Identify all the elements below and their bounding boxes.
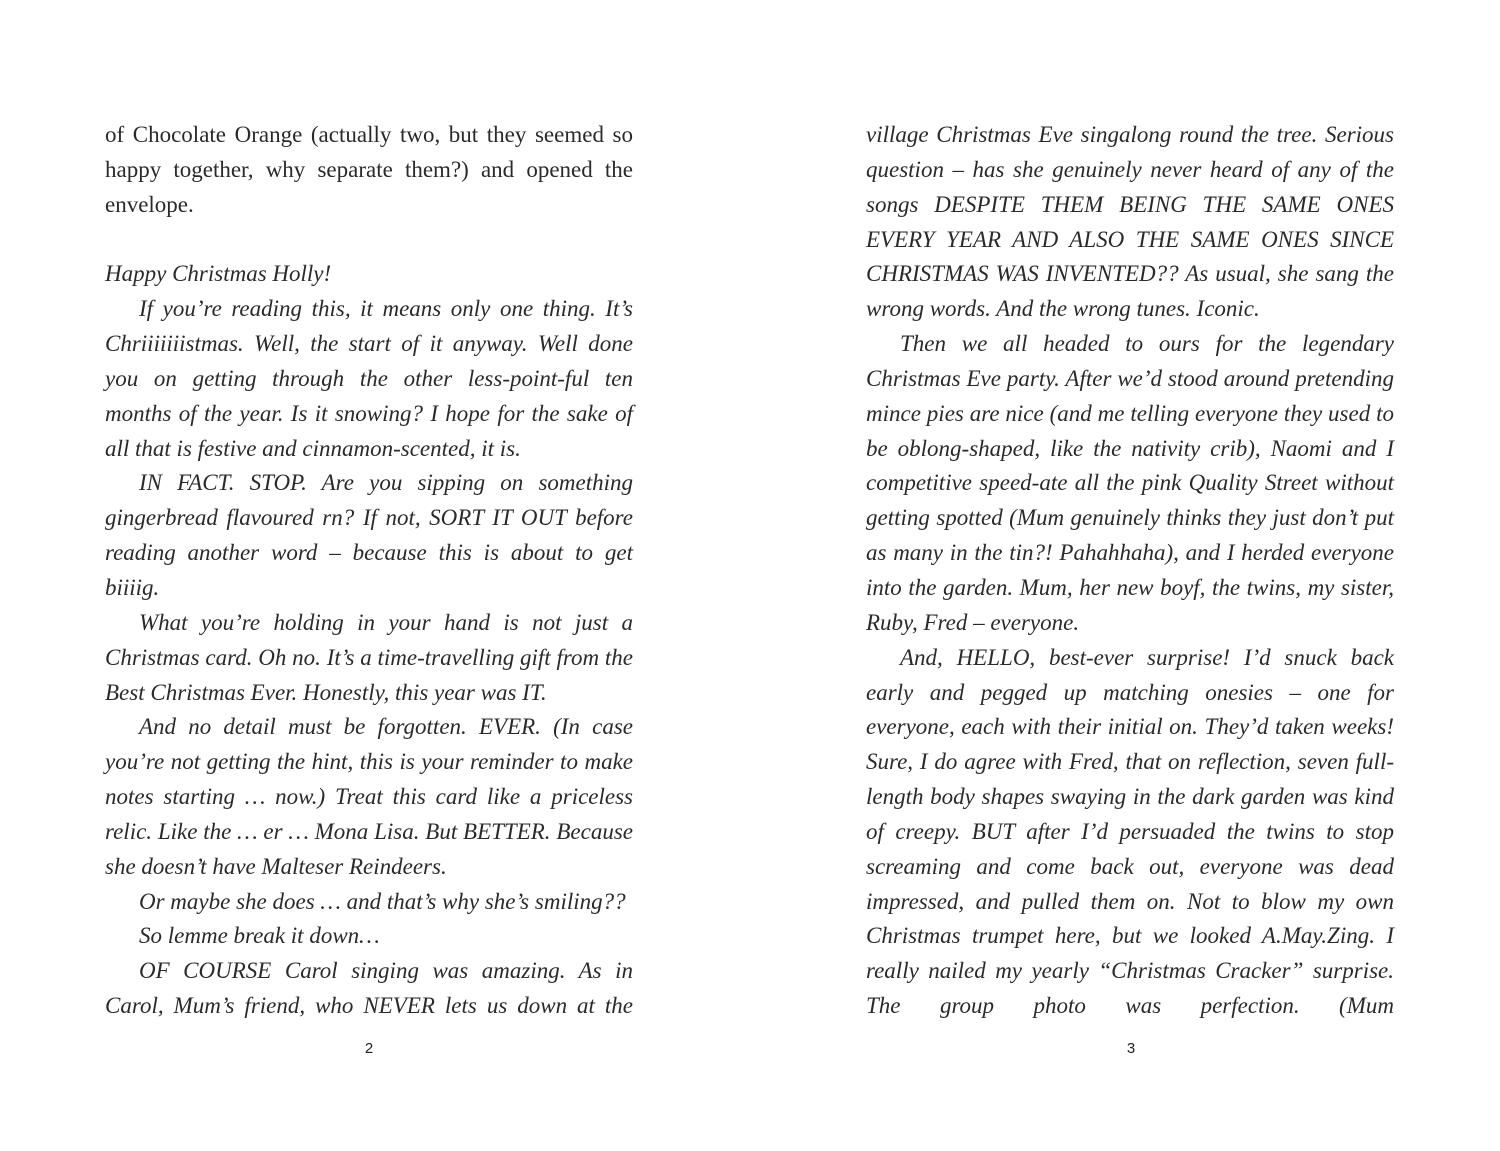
left-page	[105, 118, 633, 1018]
letter-paragraph: OF COURSE Carol singing was amazing. As in Carol, Mum’s friend, who NEVER lets us down at the	[105, 958, 633, 1019]
letter-greeting: Happy Christmas Holly!	[105, 261, 332, 287]
paragraph-gap	[105, 223, 633, 258]
letter-paragraph: Or maybe she does … and that’s why she’s smiling??	[139, 888, 626, 914]
right-page	[866, 118, 1394, 1018]
letter-paragraph: And, HELLO, best-ever surprise! I’d snuck back early and pegged up matching onesies – one for everyone, each with their initial on. They’d taken weeks! Sure, I do agree with Fred, that on reflection, seven full-length body shapes swaying in the dark garden was kind of creepy. BUT after I’d persuaded the twins to stop screaming and come back out, everyone was dead impressed, and pulled them on. Not to blow my own Christmas trumpet here, but we looked A.May.Zing. I really nailed my yearly “Christmas Cracker” surprise. The group photo was perfection. (Mum	[866, 644, 1394, 1019]
letter-paragraph: Then we all headed to ours for the legendary Christmas Eve party. After we’d stood around pretending mince pies are nice (and me telling everyone they used to be oblong-shaped, like the nativity crib), Naomi and I competitive speed-ate all the pink Quality Street without getting spotted (Mum genuinely thinks they just don’t put as many in the tin?! Pahahhaha), and I herded everyone into the garden. Mum, her new boyf, the twins, my sister, Ruby, Fred – everyone.	[866, 331, 1394, 635]
letter-paragraph: IN FACT. STOP. Are you sipping on something gingerbread flavoured rn? If not, SORT IT OUT before reading another word – because this is about to get biiiig.	[105, 470, 633, 600]
page-number-right: 3	[1126, 1040, 1136, 1057]
letter-paragraph: So lemme break it down…	[139, 923, 380, 949]
page-number-left: 2	[364, 1040, 374, 1057]
letter-paragraph: If you’re reading this, it means only one thing. It’s Chriiiiiiistmas. Well, the start of it anyway. Well done you on getting through the other less-point-ful ten months of the year. Is it snowing? I hope for the sake of all that is festive and cinnamon-scented, it is.	[105, 296, 633, 461]
letter-paragraph-continued: village Christmas Eve singalong round the tree. Serious question – has she genuinely never heard of any of the songs DESPITE THEM BEING THE SAME ONES EVERY YEAR AND ALSO THE SAME ONES SINCE CHRISTMAS WAS INVENTED?? As usual, she sang the wrong words. And the wrong tunes. Iconic.	[866, 122, 1394, 322]
paragraph-opening: of Chocolate Orange (actually two, but they seemed so happy together, why separate them?) and opened the envelope.	[105, 122, 633, 217]
letter-paragraph: And no detail must be forgotten. EVER. (In case you’re not getting the hint, this is your reminder to make notes starting … now.) Treat this card like a priceless relic. Like the … er … Mona Lisa. But BETTER. Because she doesn’t have Malteser Reindeers.	[105, 714, 633, 879]
letter-paragraph: What you’re holding in your hand is not just a Christmas card. Oh no. It’s a time-travelling gift from the Best Christmas Ever. Honestly, this year was IT.	[105, 609, 633, 705]
